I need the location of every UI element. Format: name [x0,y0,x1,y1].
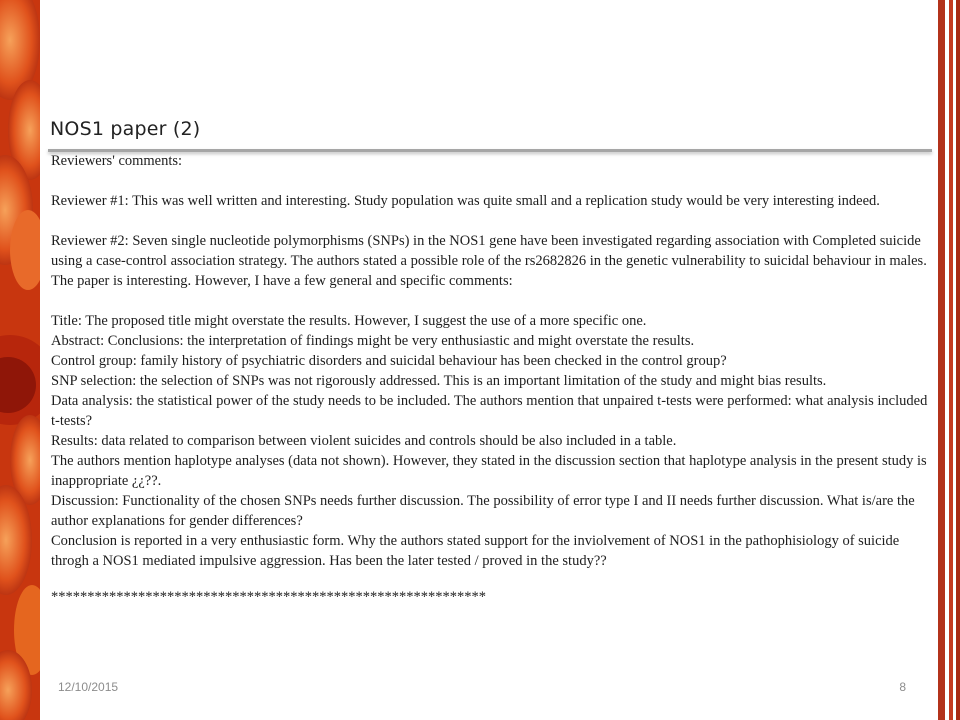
review-content [51,151,929,607]
comment-discussion: Discussion: Functionality of the chosen SNPs needs further discussion. The possibility of error type I and II needs further discussion. What is/are the author explanations for gender differences? [51,493,915,529]
comment-conclusion: Conclusion is reported in a very enthusiastic form. Why the authors stated support for the inviolvement of NOS1 in the pathophisiology of suicide throgh a NOS1 mediated impulsive aggression. Has been the later tested / proved in the study?? [51,533,900,569]
comment-haplotype: The authors mention haplotype analyses (data not shown). However, they stated in the discussion section that haplotype analysis in the present study is inappropriate ¿¿??. [51,453,927,489]
comment-data-analysis: Data analysis: the statistical power of the study needs to be included. The authors mention that unpaired t-tests were performed: what analysis included t-tests? [51,393,928,429]
page-number: 8 [899,680,906,694]
slide-title: NOS1 paper (2) [50,118,201,140]
reviewers-heading: Reviewers' comments: [51,153,183,169]
comment-abstract: Abstract: Conclusions: the interpretation of findings might be very enthusiastic and might overstate the results. [51,333,695,349]
flower-decoration [0,0,40,720]
comment-control-group: Control group: family history of psychiatric disorders and suicidal behaviour has been checked in the control group? [51,353,727,369]
reviewer-2-comment: Reviewer #2: Seven single nucleotide polymorphisms (SNPs) in the NOS1 gene have been investigated regarding association with Completed suicide using a case-control association strategy. The authors stated a possible role of the rs2682826 in the genetic vulnerability to suicidal behaviour in males. The paper is interesting. However, I have a few general and specific comments: [51,233,927,289]
separator-line: ************************************************************ [51,589,486,605]
comment-title: Title: The proposed title might overstate the results. However, I suggest the use of a more specific one. [51,313,647,329]
footer-date: 12/10/2015 [58,680,119,694]
reviewer-1-comment: Reviewer #1: This was well written and interesting. Study population was quite small and a replication study would be very interesting indeed. [51,193,880,209]
comment-snp-selection: SNP selection: the selection of SNPs was not rigorously addressed. This is an important limitation of the study and might bias results. [51,373,827,389]
comment-results: Results: data related to comparison between violent suicides and controls should be also included in a table. [51,433,677,449]
right-border-decoration [938,0,960,720]
